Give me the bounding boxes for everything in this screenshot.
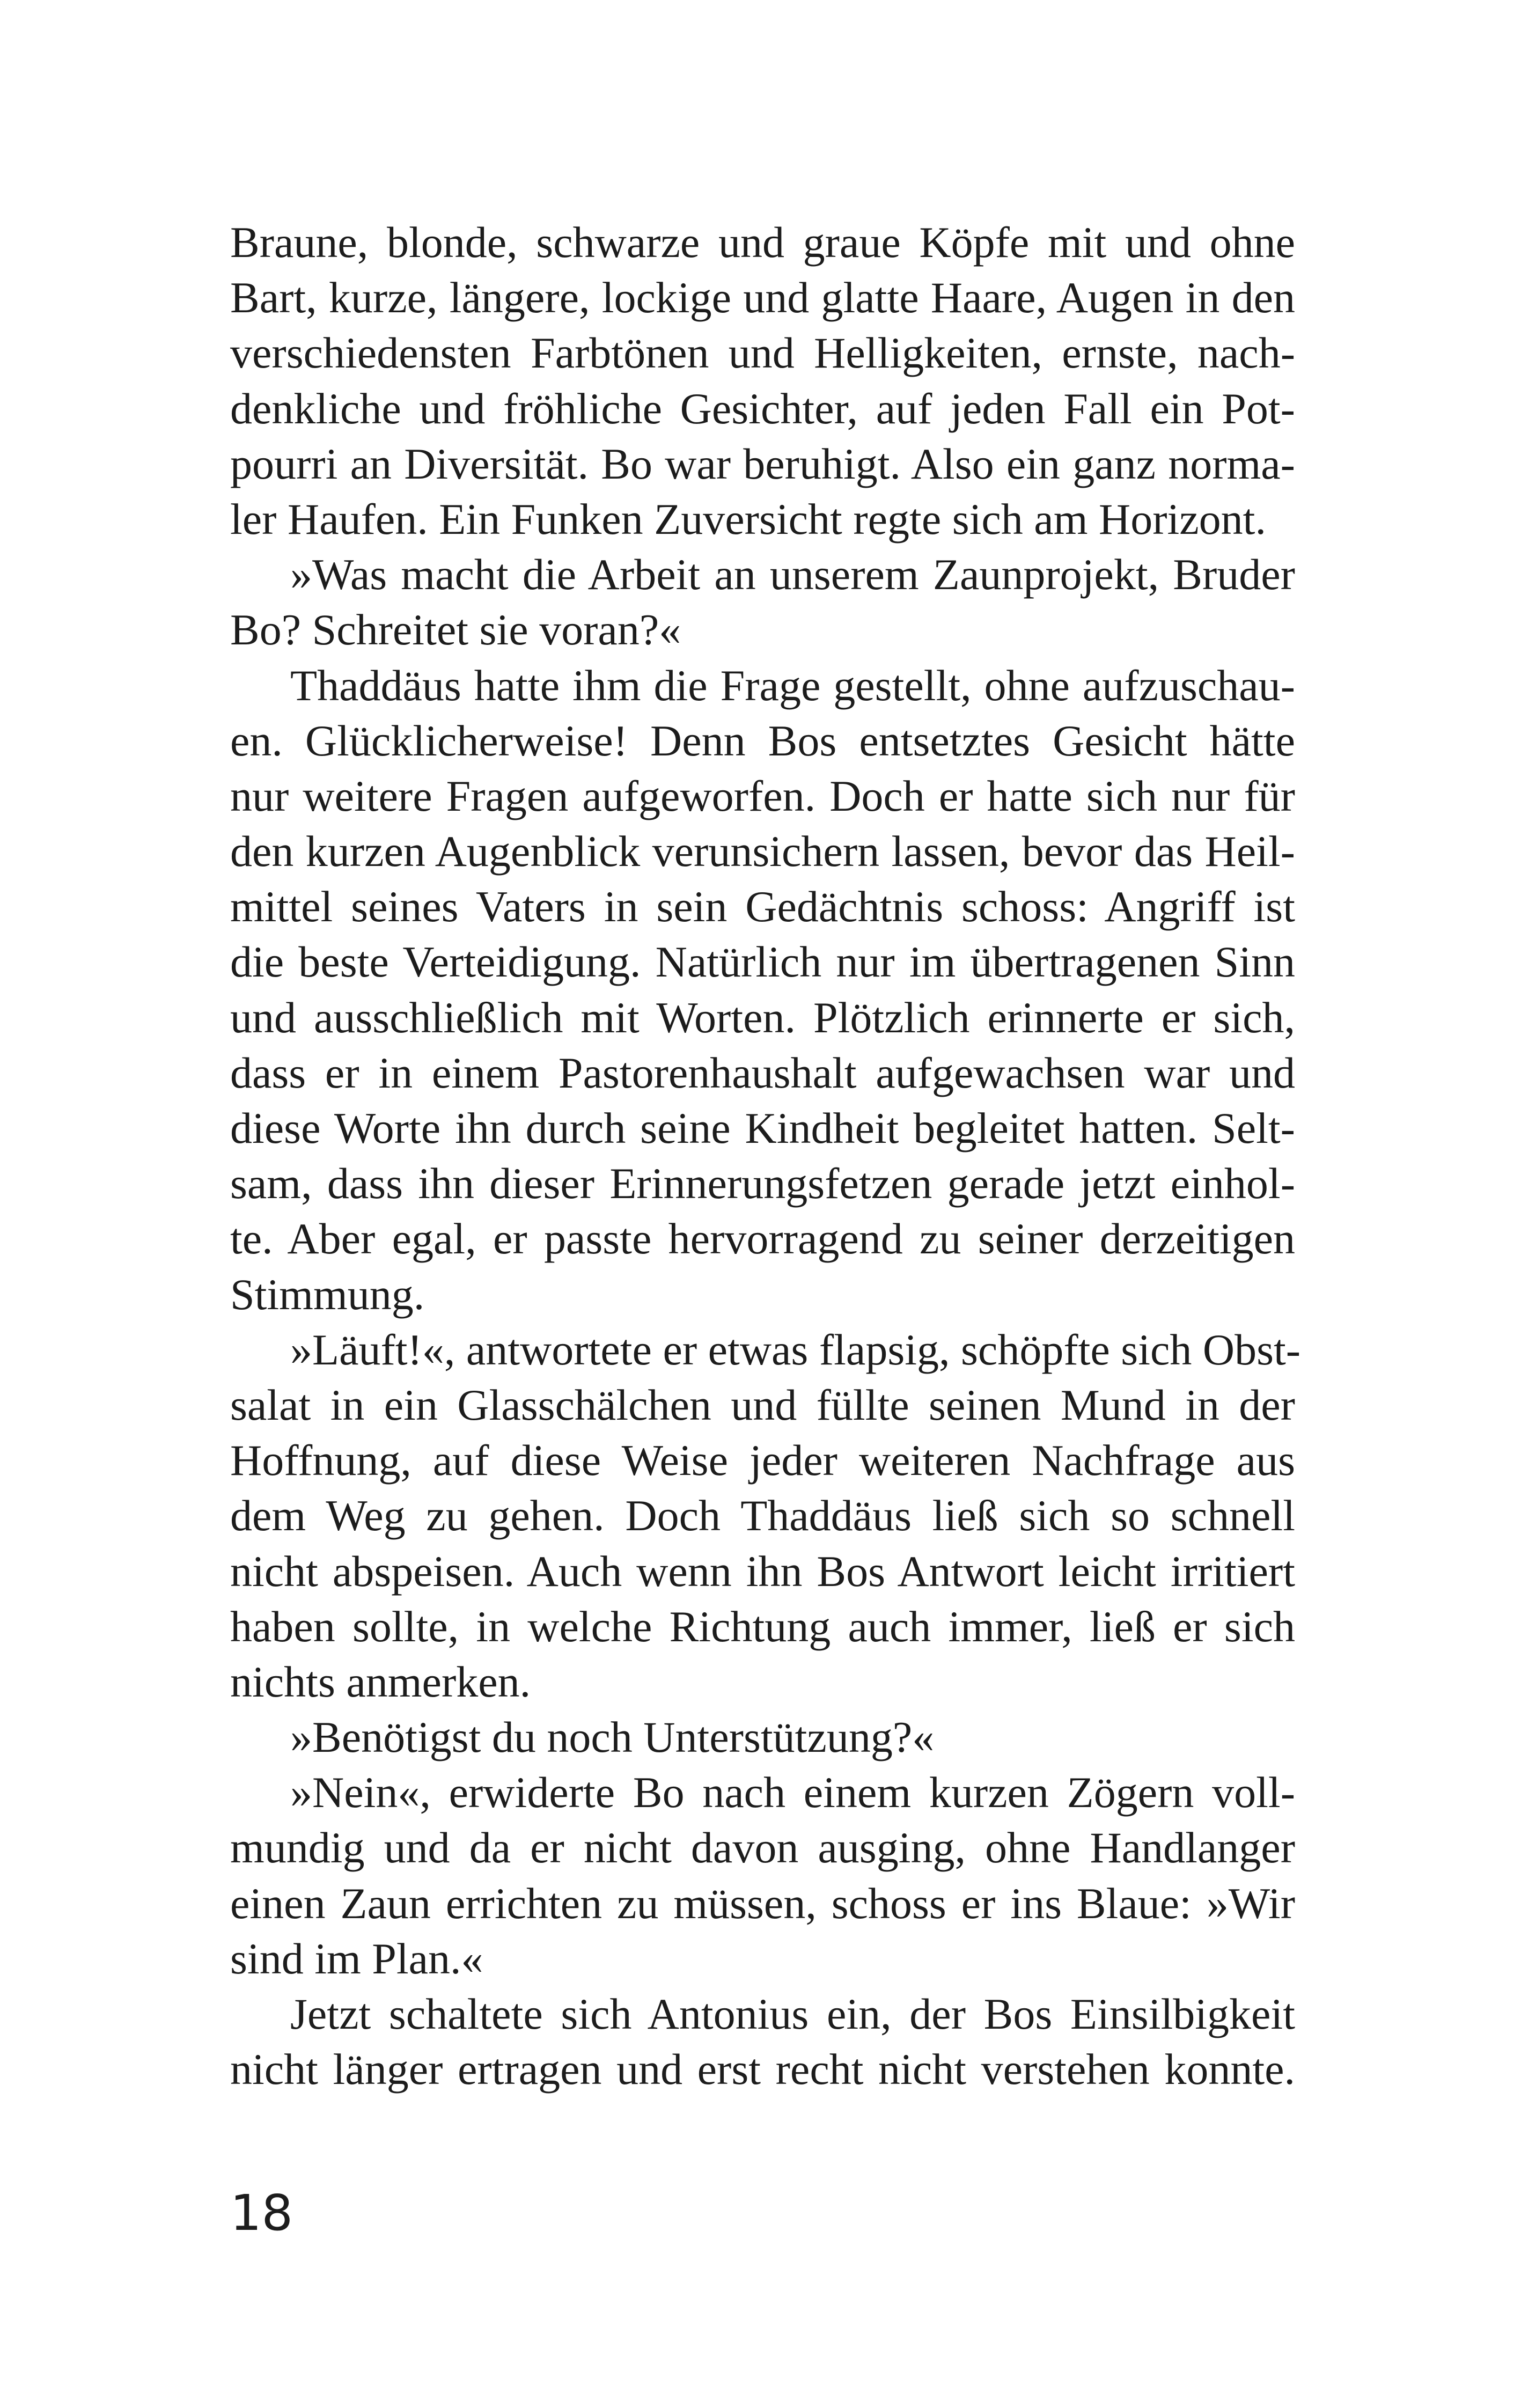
text-line: »Nein«, erwiderte Bo nach einem kurzen Zögern voll- — [290, 1768, 1295, 1817]
text-line: pourri an Diversität. Bo war beruhigt. Also ein ganz norma- — [230, 439, 1295, 488]
text-line: den kurzen Augenblick verunsichern lassen, bevor das Heil- — [230, 827, 1295, 876]
text-line: und ausschließlich mit Worten. Plötzlich erinnerte er sich, — [230, 993, 1295, 1042]
text-line: diese Worte ihn durch seine Kindheit begleitet hatten. Selt- — [230, 1104, 1295, 1152]
paragraph — [230, 1986, 1295, 2097]
text-line: mittel seines Vaters in sein Gedächtnis schoss: Angriff ist — [230, 882, 1295, 931]
text-line: en. Glücklicherweise! Denn Bos entsetztes Gesicht hätte — [230, 716, 1295, 765]
text-line: Bart, kurze, längere, lockige und glatte Haare, Augen in den — [230, 273, 1295, 322]
text-line: »Läuft!«, antwortete er etwas flapsig, schöpfte sich Obst- — [290, 1325, 1301, 1374]
text-line: te. Aber egal, er passte hervorragend zu seiner derzeitigen — [230, 1214, 1295, 1264]
text-line: einen Zaun errichten zu müssen, schoss er ins Blaue: »Wir — [230, 1878, 1295, 1928]
body-text — [230, 215, 1301, 2097]
text-line: Stimmung. — [230, 1269, 425, 1319]
text-line: »Benötigst du noch Unterstützung?« — [290, 1713, 935, 1762]
text-line: Hoffnung, auf diese Weise jeder weiteren Nachfrage aus — [230, 1436, 1295, 1485]
text-line: nichts anmerken. — [230, 1657, 531, 1706]
text-line: nur weitere Fragen aufgeworfen. Doch er hatte sich nur für — [230, 771, 1295, 820]
text-line: Thaddäus hatte ihm die Frage gestellt, ohne aufzuschau- — [290, 660, 1295, 710]
page-number: 18 — [230, 2184, 293, 2242]
paragraph — [230, 658, 1295, 1322]
text-line: sind im Plan.« — [230, 1934, 483, 1983]
text-line: nicht länger ertragen und erst recht nicht verstehen konnte. — [230, 2045, 1295, 2094]
text-line: nicht abspeisen. Auch wenn ihn Bos Antwort leicht irritiert — [230, 1546, 1295, 1596]
text-line: mundig und da er nicht davon ausging, ohne Handlanger — [230, 1823, 1295, 1873]
paragraph — [230, 1322, 1301, 1709]
text-line: ler Haufen. Ein Funken Zuversicht regte sich am Horizont. — [230, 494, 1266, 544]
text-line: dem Weg zu gehen. Doch Thaddäus ließ sich so schnell — [230, 1491, 1295, 1540]
text-line: sam, dass ihn dieser Erinnerungsfetzen gerade jetzt einhol- — [230, 1159, 1295, 1208]
text-line: »Was macht die Arbeit an unserem Zaunprojekt, Bruder — [290, 550, 1295, 599]
text-line: dass er in einem Pastorenhaushalt aufgewachsen war und — [230, 1048, 1295, 1097]
text-line: Jetzt schaltete sich Antonius ein, der Bos Einsilbigkeit — [290, 1989, 1295, 2038]
text-line: Bo? Schreitet sie voran?« — [230, 605, 681, 655]
text-line: denkliche und fröhliche Gesichter, auf jeden Fall ein Pot- — [230, 384, 1295, 433]
paragraph — [230, 215, 1295, 547]
text-line: die beste Verteidigung. Natürlich nur im übertragenen Sinn — [230, 937, 1295, 987]
text-line: Braune, blonde, schwarze und graue Köpfe mit und ohne — [230, 218, 1295, 267]
paragraph — [230, 547, 1295, 657]
text-line: verschiedensten Farbtönen und Helligkeiten, ernste, nach- — [230, 328, 1295, 378]
text-line: haben sollte, in welche Richtung auch immer, ließ er sich — [230, 1602, 1295, 1651]
paragraph — [230, 1709, 1295, 1765]
text-line: salat in ein Glasschälchen und füllte seinen Mund in der — [230, 1380, 1295, 1429]
paragraph — [230, 1765, 1295, 1986]
